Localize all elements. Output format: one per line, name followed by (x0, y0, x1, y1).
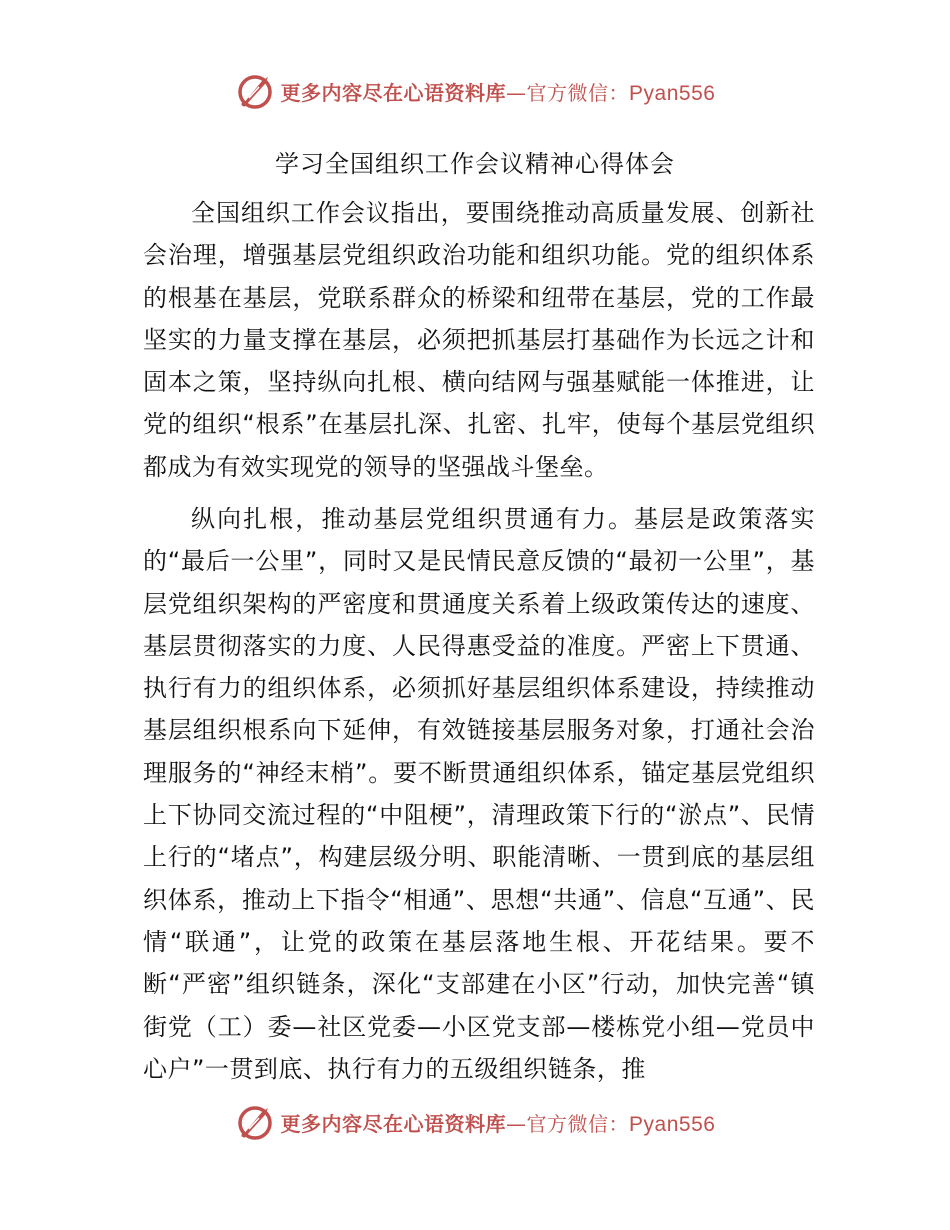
body-paragraph: 全国组织工作会议指出，要围绕推动高质量发展、创新社会治理，增强基层党组织政治功能和组织功能。党的组织体系的根基在基层，党联系群众的桥梁和纽带在基层，党的工作最坚实的力量支撑在基层，必须把抓基层打基础作为长远之计和固本之策，坚持纵向扎根、横向结网与强基赋能一体推进，让党的组织“根系”在基层扎深、扎密、扎牢，使每个基层党组织都成为有效实现党的领导的坚强战斗堡垒。 (143, 199, 815, 481)
quill-pen-logo-icon (235, 71, 275, 111)
banner-main-text: 更多内容尽在心语资料库 (280, 1111, 507, 1136)
document-title: 学习全国组织工作会议精神心得体会 (275, 150, 675, 178)
banner-main-text: 更多内容尽在心语资料库 (280, 80, 507, 105)
header-watermark-banner (0, 69, 950, 113)
quill-pen-logo-icon (235, 1102, 275, 1142)
banner-wechat-label: 官方微信： (526, 1111, 630, 1136)
banner-wechat-id: Pyan556 (629, 81, 716, 105)
body-paragraph: 纵向扎根，推动基层党组织贯通有力。基层是政策落实的“最后一公里”，同时又是民情民意反馈的“最初一公里”，基层党组织架构的严密度和贯通度关系着上级政策传达的速度、基层贯彻落实的力度、人民得惠受益的准度。严密上下贯通、执行有力的组织体系，必须抓好基层组织体系建设，持续推动基层组织根系向下延伸，有效链接基层服务对象，打通社会治理服务的“神经末梢”。要不断贯通组织体系，锚定基层党组织上下协同交流过程的“中阻梗”，清理政策下行的“淤点”、民情上行的“堵点”，构建层级分明、职能清晰、一贯到底的基层组织体系，推动上下指令“相通”、思想“共通”、信息“互通”、民情“联通”，让党的政策在基层落地生根、开花结果。要不断“严密”组织链条，深化“支部建在小区”行动，加快完善“镇街党（工）委—社区党委—小区党支部—楼栋党小组—党员中心户”一贯到底、执行有力的五级组织链条，推 (143, 505, 815, 1083)
footer-watermark-banner (0, 1100, 950, 1144)
banner-separator: — (506, 80, 527, 105)
banner-wechat-id: Pyan556 (629, 1112, 716, 1136)
banner-wechat-label: 官方微信： (526, 80, 630, 105)
banner-separator: — (506, 1111, 527, 1136)
